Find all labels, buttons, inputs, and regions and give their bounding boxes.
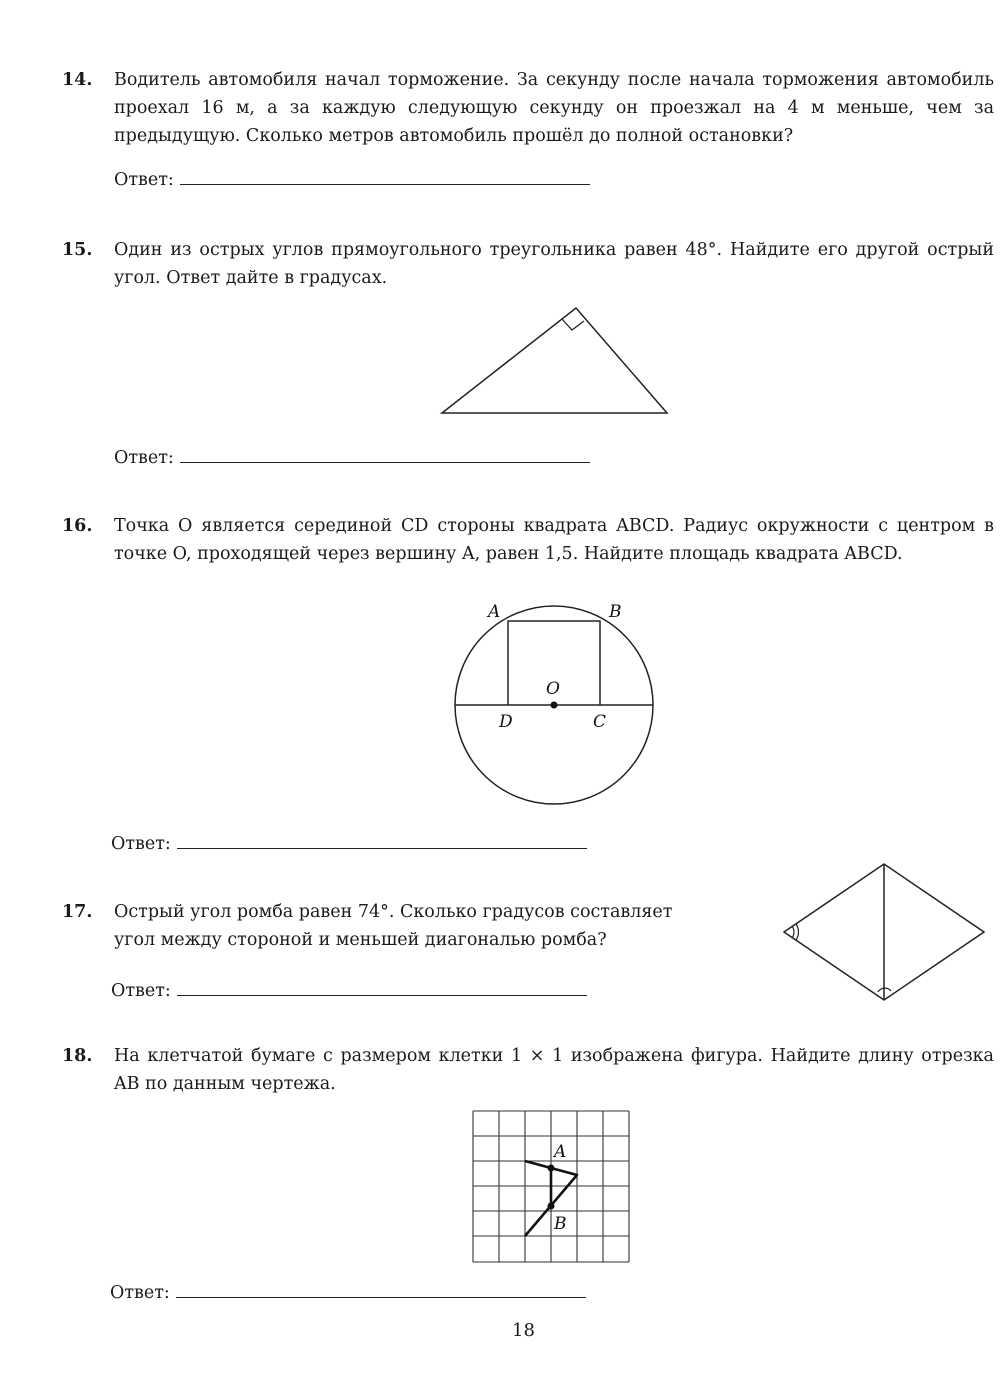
problem-number: 15.	[62, 240, 93, 260]
answer-field[interactable]	[176, 1283, 586, 1298]
label-b: B	[554, 1214, 567, 1234]
answer-label: Ответ:	[111, 834, 171, 854]
label-c: C	[593, 712, 607, 732]
page-number: 18	[512, 1320, 535, 1341]
label-o: O	[546, 679, 560, 699]
label-b: B	[609, 602, 622, 622]
point-b	[548, 1203, 555, 1210]
problem-number: 17.	[62, 902, 93, 922]
problem-text: Водитель автомобиля начал торможение. За секунду после начала торможения автомобиль проехал 16 м, а за каждую следующую секунду он проезжал на 4 м меньше, чем за предыдущую. Сколько метров автомобиль прошёл до полной остановки?	[114, 70, 994, 146]
answer-label: Ответ:	[111, 981, 171, 1001]
label-a: A	[554, 1142, 567, 1162]
answer-label: Ответ:	[110, 1283, 170, 1303]
point-a	[548, 1165, 555, 1172]
problem-text: Острый угол ромба равен 74°. Сколько градусов составляет угол между стороной и меньшей диагональю ромба?	[114, 902, 673, 950]
problem-number: 14.	[62, 70, 93, 90]
answer-18	[110, 1283, 586, 1303]
problem-text: Точка O является серединой CD стороны квадрата ABCD. Радиус окружности с центром в точке O, проходящей через вершину A, равен 1,5. Найдите площадь квадрата ABCD.	[114, 516, 994, 564]
label-d: D	[499, 712, 513, 732]
problem-number: 18.	[62, 1046, 93, 1066]
answer-label: Ответ:	[114, 448, 174, 468]
label-a: A	[488, 602, 501, 622]
problem-text: На клетчатой бумаге с размером клетки 1 × 1 изображена фигура. Найдите длину отрезка AB по данным чертежа.	[114, 1046, 994, 1094]
problem-text: Один из острых углов прямоугольного треугольника равен 48°. Найдите его другой острый угол. Ответ дайте в градусах.	[114, 240, 994, 288]
problem-number: 16.	[62, 516, 93, 536]
answer-label: Ответ:	[114, 170, 174, 190]
